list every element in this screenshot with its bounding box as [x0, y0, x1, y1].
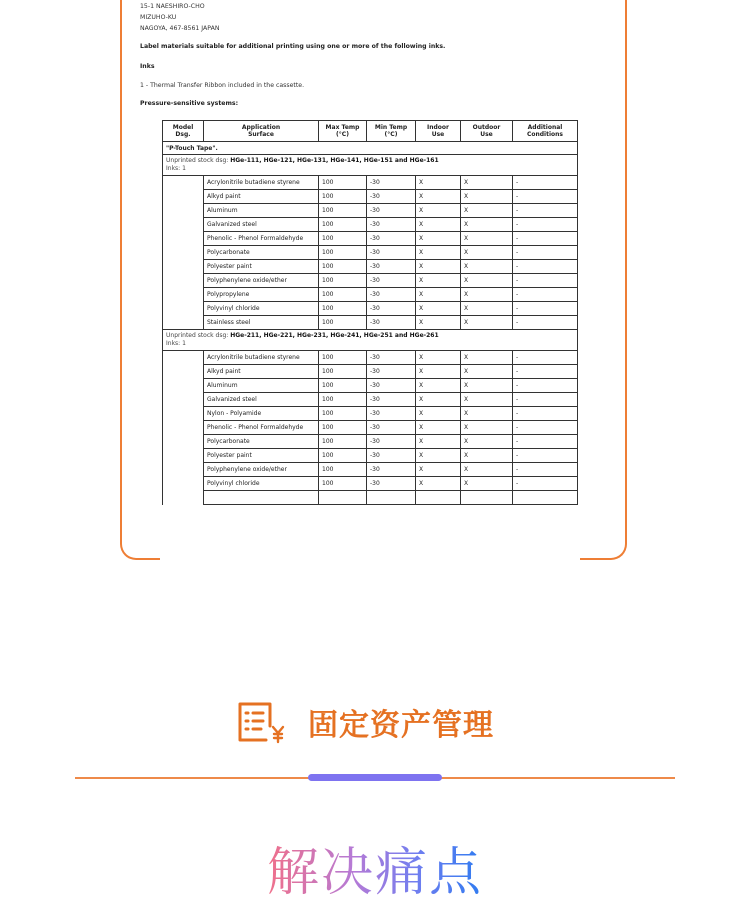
table-row: [163, 190, 578, 204]
table-cell: -30: [367, 477, 416, 491]
table-cell: [367, 491, 416, 505]
table-cell: -: [513, 449, 578, 463]
table-cell: 100: [319, 274, 367, 288]
address-block: [140, 1, 610, 34]
table-cell: -: [513, 477, 578, 491]
inks-text: 1 - Thermal Transfer Ribbon included in the cassette.: [140, 82, 305, 89]
table-cell: -30: [367, 435, 416, 449]
table-cell: Aluminum: [204, 204, 319, 218]
table-cell: 100: [319, 463, 367, 477]
table-cell: Polypropylene: [204, 288, 319, 302]
table-cell: -30: [367, 407, 416, 421]
table-cell: -30: [367, 246, 416, 260]
table-cell: X: [416, 379, 461, 393]
table-cell: Polyphenylene oxide/ether: [204, 463, 319, 477]
table-cell: -: [513, 260, 578, 274]
table-cell: -: [513, 246, 578, 260]
table-cell: Galvanized steel: [204, 393, 319, 407]
model-cell: [163, 379, 204, 393]
table-row: [163, 435, 578, 449]
table-cell: 100: [319, 407, 367, 421]
model-cell: [163, 232, 204, 246]
table-cell: X: [416, 204, 461, 218]
model-cell: [163, 274, 204, 288]
table-cell: -: [513, 232, 578, 246]
col-header-max-temp: Max Temp (°C): [319, 121, 367, 142]
table-cell: X: [461, 477, 513, 491]
pressure-heading: Pressure-sensitive systems:: [140, 100, 239, 107]
col-header-outdoor: Outdoor Use: [461, 121, 513, 142]
table-cell: X: [461, 288, 513, 302]
table-cell: -: [513, 365, 578, 379]
table-cell: X: [416, 260, 461, 274]
group-models: HGe-111, HGe-121, HGe-131, HGe-141, HGe-151 and HGe-161: [230, 157, 439, 164]
section-header: [0, 700, 750, 744]
table-cell: -: [513, 288, 578, 302]
col-header-conditions: Additional Conditions: [513, 121, 578, 142]
table-cell: X: [416, 477, 461, 491]
table-cell: X: [461, 302, 513, 316]
table-cell: -: [513, 393, 578, 407]
table-cell: X: [461, 218, 513, 232]
table-cell: X: [416, 407, 461, 421]
table-cell: -30: [367, 176, 416, 190]
label-materials-text: Label materials suitable for additional printing using one or more of the following inks.: [140, 43, 446, 50]
model-cell: [163, 365, 204, 379]
table-row: [163, 491, 578, 505]
table-cell: X: [416, 232, 461, 246]
table-cell: 100: [319, 379, 367, 393]
table-row: [163, 463, 578, 477]
table-cell: 100: [319, 204, 367, 218]
model-cell: [163, 316, 204, 330]
table-cell: X: [461, 435, 513, 449]
group-header-row: [163, 330, 578, 351]
model-cell: [163, 435, 204, 449]
table-cell: -: [513, 421, 578, 435]
table-cell: [204, 491, 319, 505]
table-cell: -30: [367, 379, 416, 393]
table-cell: X: [416, 302, 461, 316]
table-cell: -: [513, 176, 578, 190]
model-cell: [163, 477, 204, 491]
table-cell: X: [461, 176, 513, 190]
table-row: [163, 274, 578, 288]
address-line: 15-1 NAESHIRO-CHO: [140, 3, 205, 10]
group-models: HGe-211, HGe-221, HGe-231, HGe-241, HGe-251 and HGe-261: [230, 332, 439, 339]
table-row: [163, 393, 578, 407]
table-cell: X: [416, 463, 461, 477]
table-row: [163, 351, 578, 365]
group-inks: Inks: 1: [166, 340, 186, 347]
table-cell: 100: [319, 260, 367, 274]
table-cell: 100: [319, 232, 367, 246]
table-cell: -: [513, 316, 578, 330]
table-cell: 100: [319, 365, 367, 379]
table-cell: X: [461, 421, 513, 435]
table-row: [163, 218, 578, 232]
table-cell: 100: [319, 393, 367, 407]
table-row: [163, 449, 578, 463]
table-cell: Acrylonitrile butadiene styrene: [204, 351, 319, 365]
table-cell: 100: [319, 176, 367, 190]
table-cell: Nylon - Polyamide: [204, 407, 319, 421]
table-cell: X: [461, 190, 513, 204]
table-cell: Phenolic - Phenol Formaldehyde: [204, 232, 319, 246]
table-cell: 100: [319, 302, 367, 316]
table-cell: Polycarbonate: [204, 246, 319, 260]
table-cell: X: [416, 351, 461, 365]
table-cell: -30: [367, 393, 416, 407]
table-cell: -30: [367, 190, 416, 204]
table-cell: X: [461, 351, 513, 365]
table-cutoff: [160, 530, 580, 560]
table-cell: -: [513, 204, 578, 218]
table-cell: -: [513, 190, 578, 204]
table-cell: X: [461, 246, 513, 260]
table-row: [163, 407, 578, 421]
table-cell: -: [513, 302, 578, 316]
pain-points-text: 解决痛点: [266, 843, 483, 903]
table-cell: -: [513, 218, 578, 232]
model-cell: [163, 351, 204, 365]
table-cell: X: [416, 274, 461, 288]
table-cell: Aluminum: [204, 379, 319, 393]
col-header-indoor: Indoor Use: [416, 121, 461, 142]
table-cell: X: [461, 449, 513, 463]
model-cell: [163, 260, 204, 274]
table-cell: X: [461, 204, 513, 218]
table-cell: 100: [319, 435, 367, 449]
table-cell: Polyester paint: [204, 260, 319, 274]
table-cell: -: [513, 463, 578, 477]
model-cell: [163, 218, 204, 232]
table-cell: X: [416, 316, 461, 330]
table-row: [163, 302, 578, 316]
table-cell: [416, 491, 461, 505]
table-cell: X: [461, 393, 513, 407]
table-cell: -30: [367, 274, 416, 288]
table-row: [163, 288, 578, 302]
group-prefix: Unprinted stock dsg:: [166, 332, 231, 339]
table-cell: X: [416, 190, 461, 204]
col-header-min-temp: Min Temp (°C): [367, 121, 416, 142]
group-header-row: [163, 155, 578, 176]
table-row: [163, 246, 578, 260]
table-cell: 100: [319, 421, 367, 435]
table-row: [163, 421, 578, 435]
table-cell: X: [461, 463, 513, 477]
table-cell: [319, 491, 367, 505]
table-cell: X: [461, 274, 513, 288]
table-row: [163, 204, 578, 218]
table-cell: 100: [319, 477, 367, 491]
table-header-row: [163, 121, 578, 142]
section-title: 固定资产管理: [308, 708, 494, 743]
table-cell: [461, 491, 513, 505]
table-cell: X: [461, 379, 513, 393]
table-cell: -: [513, 351, 578, 365]
table-cell: Alkyd paint: [204, 190, 319, 204]
table-cell: X: [461, 365, 513, 379]
table-cell: -: [513, 379, 578, 393]
table-cell: 100: [319, 218, 367, 232]
model-cell: [163, 176, 204, 190]
table-cell: X: [461, 260, 513, 274]
model-cell: [163, 407, 204, 421]
table-cell: X: [416, 176, 461, 190]
table-cell: Polyvinyl chloride: [204, 302, 319, 316]
table-cell: X: [416, 449, 461, 463]
table-cell: 100: [319, 449, 367, 463]
inks-heading: Inks: [140, 63, 155, 70]
model-cell: [163, 288, 204, 302]
table-cell: 100: [319, 351, 367, 365]
table-row: [163, 316, 578, 330]
table-cell: Alkyd paint: [204, 365, 319, 379]
table-cell: -30: [367, 449, 416, 463]
table-cell: -30: [367, 351, 416, 365]
table-row: [163, 379, 578, 393]
group-inks: Inks: 1: [166, 165, 186, 172]
group-header: [163, 330, 578, 351]
table-cell: X: [461, 316, 513, 330]
model-cell: [163, 393, 204, 407]
model-cell: [163, 302, 204, 316]
table-cell: Galvanized steel: [204, 218, 319, 232]
divider-pill: [308, 774, 442, 781]
table-cell: Polyphenylene oxide/ether: [204, 274, 319, 288]
table-cell: X: [461, 407, 513, 421]
table-cell: -30: [367, 365, 416, 379]
table-cell: X: [416, 421, 461, 435]
table-cell: -: [513, 407, 578, 421]
table-cell: -: [513, 274, 578, 288]
table-cell: [513, 491, 578, 505]
table-row: [163, 176, 578, 190]
table-cell: Polycarbonate: [204, 435, 319, 449]
pain-points-title: [0, 838, 750, 908]
table-cell: -30: [367, 421, 416, 435]
table-cell: 100: [319, 316, 367, 330]
table-cell: 100: [319, 190, 367, 204]
table-cell: Stainless steel: [204, 316, 319, 330]
table-cell: -30: [367, 463, 416, 477]
ledger-yen-icon: [236, 700, 288, 744]
model-cell: [163, 246, 204, 260]
model-cell: [163, 491, 204, 505]
table-cell: 100: [319, 288, 367, 302]
table-cell: Polyvinyl chloride: [204, 477, 319, 491]
table-cell: X: [416, 288, 461, 302]
group-header: [163, 155, 578, 176]
col-header-surface: Application Surface: [204, 121, 319, 142]
table-cell: -30: [367, 260, 416, 274]
table-cell: X: [416, 365, 461, 379]
product-name: "P-Touch Tape".: [163, 142, 578, 155]
address-line: MIZUHO-KU: [140, 14, 177, 21]
table-cell: X: [461, 232, 513, 246]
table-cell: -30: [367, 316, 416, 330]
table-cell: -30: [367, 302, 416, 316]
table-row: [163, 232, 578, 246]
table-row: [163, 260, 578, 274]
table-cell: -30: [367, 288, 416, 302]
spec-table: [162, 120, 578, 505]
table-cell: X: [416, 393, 461, 407]
table-cell: 100: [319, 246, 367, 260]
table-cell: -30: [367, 204, 416, 218]
product-row: [163, 142, 578, 155]
col-header-model: Model Dsg.: [163, 121, 204, 142]
document-text: [140, 0, 610, 107]
table-cell: -30: [367, 232, 416, 246]
model-cell: [163, 463, 204, 477]
table-cell: Phenolic - Phenol Formaldehyde: [204, 421, 319, 435]
model-cell: [163, 449, 204, 463]
address-line: NAGOYA, 467-8561 JAPAN: [140, 25, 220, 32]
table-cell: Polyester paint: [204, 449, 319, 463]
model-cell: [163, 204, 204, 218]
table-cell: Acrylonitrile butadiene styrene: [204, 176, 319, 190]
table-cell: X: [416, 246, 461, 260]
group-prefix: Unprinted stock dsg:: [166, 157, 231, 164]
model-cell: [163, 421, 204, 435]
table-cell: X: [416, 218, 461, 232]
table-row: [163, 365, 578, 379]
table-cell: -: [513, 435, 578, 449]
table-cell: -30: [367, 218, 416, 232]
table-row: [163, 477, 578, 491]
table-cell: X: [416, 435, 461, 449]
model-cell: [163, 190, 204, 204]
